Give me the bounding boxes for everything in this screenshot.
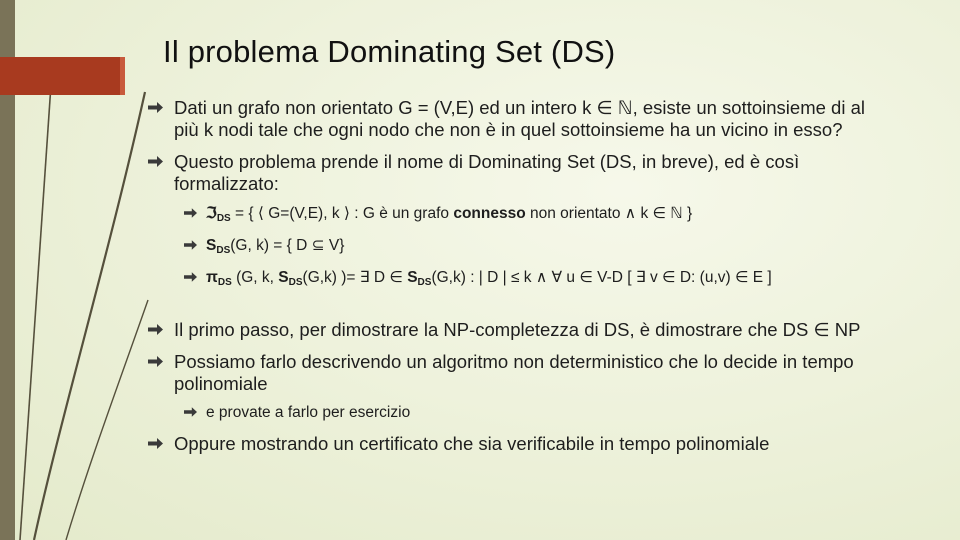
- arrow-bullet-icon: [148, 324, 163, 335]
- predicate-mid: (G, k,: [231, 269, 279, 286]
- instances-end: non orientato ∧ k ∈ ℕ }: [525, 205, 693, 222]
- slide-title: Il problema Dominating Set (DS): [163, 34, 616, 69]
- predicate-symbol: π: [206, 269, 218, 286]
- formal-solutions-text: [206, 236, 904, 261]
- predicate-end: (G,k) : | D | ≤ k ∧ ∀ u ∈ V-D [ ∃ v ∈ D: (u,v) ∈ E ]: [431, 269, 772, 286]
- predicate-s2-sub: DS: [417, 277, 432, 288]
- title-accent-tab: [0, 57, 120, 95]
- arrow-bullet-icon: [148, 356, 163, 367]
- formal-predicate: [184, 268, 904, 293]
- solutions-symbol: S: [206, 237, 217, 254]
- arrow-bullet-icon: [184, 407, 197, 417]
- arrow-bullet-icon: [184, 208, 197, 218]
- bullet-text: Il primo passo, per dimostrare la NP-completezza di DS, è dimostrare che DS ∈ NP: [174, 319, 861, 340]
- solutions-text: (G, k) = { D ⊆ V}: [230, 237, 345, 254]
- bullet-np: [148, 319, 888, 341]
- bullet-definition: [148, 97, 888, 141]
- arrow-bullet-icon: [184, 272, 197, 282]
- sub-bullet-text: e provate a farlo per esercizio: [206, 404, 411, 421]
- bullet-text: Possiamo farlo descrivendo un algoritmo non deterministico che lo decide in tempo polinomiale: [174, 351, 854, 394]
- sub-bullet-exercise: [184, 403, 904, 423]
- formal-solutions: [184, 236, 904, 261]
- arrow-bullet-icon: [184, 240, 197, 250]
- instances-sub: DS: [216, 213, 231, 224]
- bullet-text: Dati un grafo non orientato G = (V,E) ed un intero k ∈ ℕ, esiste un sottoinsieme di al più k nodi tale che ogni nodo che non è in quel sottoinsieme ha un vicino in esso?: [174, 97, 865, 140]
- arrow-bullet-icon: [148, 156, 163, 167]
- bullet-name: [148, 151, 888, 195]
- solutions-sub: DS: [216, 245, 231, 256]
- predicate-mid2: (G,k) )= ∃ D ∈: [302, 269, 408, 286]
- arrow-bullet-icon: [148, 102, 163, 113]
- predicate-sub: DS: [217, 277, 232, 288]
- formal-instances-text: [206, 204, 904, 229]
- bullet-text: Oppure mostrando un certificato che sia verificabile in tempo polinomiale: [174, 433, 770, 454]
- instances-symbol: ℑ: [206, 205, 217, 222]
- connesso-word: connesso: [453, 205, 526, 222]
- bullet-text: Questo problema prende il nome di Dominating Set (DS, in breve), ed è così formalizzato:: [174, 151, 800, 194]
- predicate-s-sub: DS: [288, 277, 303, 288]
- formal-predicate-text: [206, 268, 904, 293]
- formal-instances: [184, 204, 904, 229]
- bullet-algorithm: [148, 351, 888, 395]
- arrow-bullet-icon: [148, 438, 163, 449]
- predicate-s: S: [278, 269, 289, 286]
- instances-text: = { ⟨ G=(V,E), k ⟩ : G è un grafo: [230, 205, 454, 222]
- predicate-s2: S: [407, 269, 418, 286]
- bullet-certificate: [148, 433, 888, 455]
